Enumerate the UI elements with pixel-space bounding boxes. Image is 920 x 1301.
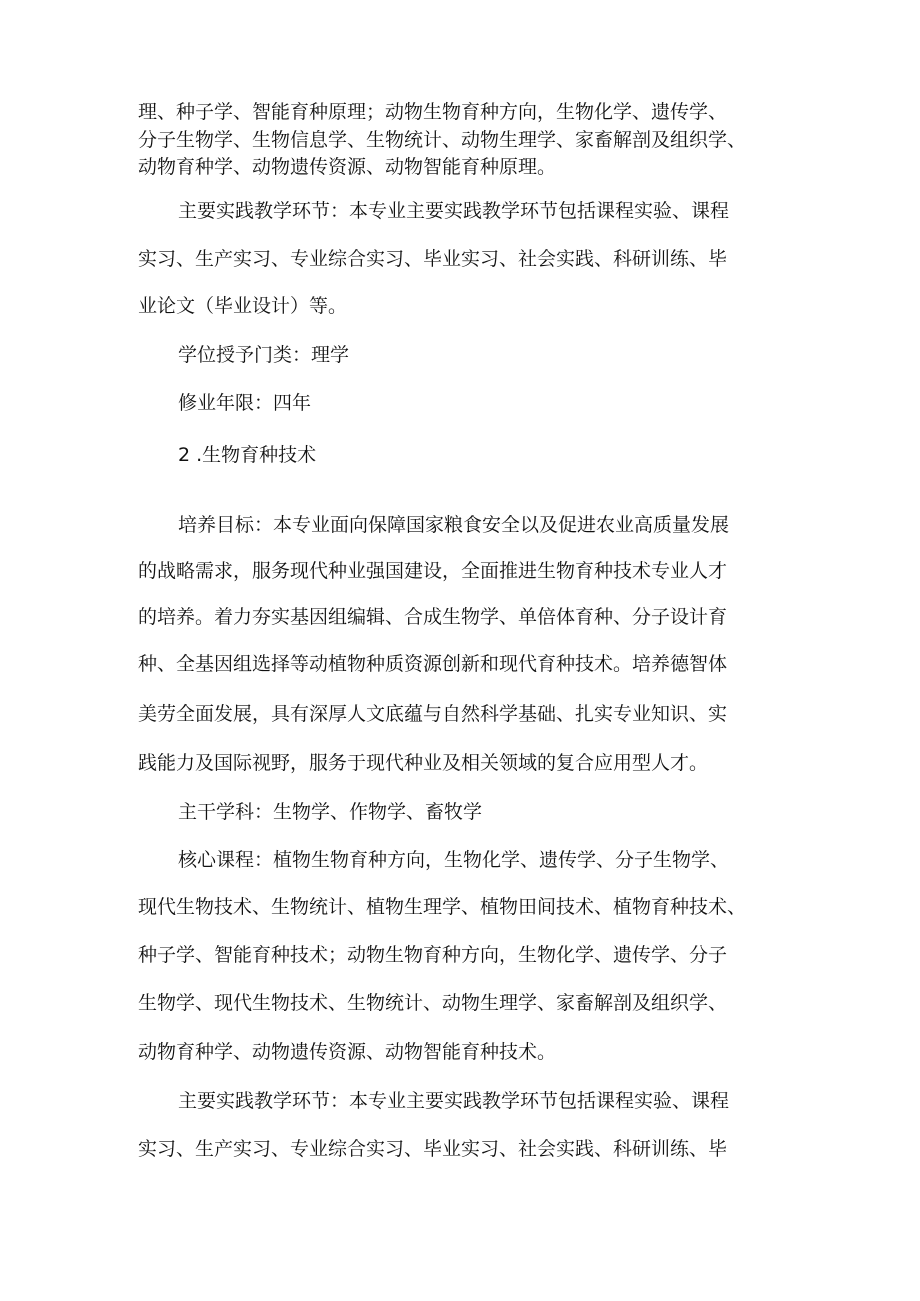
- text-line: 核心课程：植物生物育种方向，生物化学、遗传学、分子生物学、: [178, 849, 730, 871]
- text-line: 生物学、现代生物技术、生物统计、动物生理学、家畜解剖及组织学、: [138, 992, 728, 1014]
- text-line: 动物育种学、动物遗传资源、动物智能育种技术。: [138, 1041, 557, 1063]
- text-line: 修业年限：四年: [178, 392, 312, 414]
- text-line: 的战略需求，服务现代种业强国建设，全面推进生物育种技术专业人才: [138, 560, 728, 582]
- text-line: 主干学科：生物学、作物学、畜牧学: [178, 801, 483, 823]
- text-line: 实习、生产实习、专业综合实习、毕业实习、社会实践、科研训练、毕: [138, 248, 728, 270]
- text-line: 培养目标：本专业面向保障国家粮食安全以及促进农业高质量发展: [178, 514, 730, 536]
- text-line: 践能力及国际视野，服务于现代种业及相关领域的复合应用型人才。: [138, 752, 709, 774]
- section-heading: 2 .生物育种技术: [178, 444, 317, 466]
- text-line: 实习、生产实习、专业综合实习、毕业实习、社会实践、科研训练、毕: [138, 1138, 728, 1160]
- text-line: 业论文（毕业设计）等。: [138, 295, 348, 317]
- text-line: 美劳全面发展，具有深厚人文底蕴与自然科学基础、扎实专业知识、实: [138, 703, 728, 725]
- text-line: 主要实践教学环节：本专业主要实践教学环节包括课程实验、课程: [178, 1090, 730, 1112]
- text-line: 学位授予门类：理学: [178, 344, 350, 366]
- text-line: 种、全基因组选择等动植物种质资源创新和现代育种技术。培养德智体: [138, 653, 728, 675]
- text-line: 主要实践教学环节：本专业主要实践教学环节包括课程实验、课程: [178, 200, 730, 222]
- text-line: 分子生物学、生物信息学、生物统计、动物生理学、家畜解剖及组织学、: [138, 129, 747, 151]
- text-line: 理、种子学、智能育种原理；动物生物育种方向，生物化学、遗传学、: [138, 101, 728, 123]
- text-line: 现代生物技术、生物统计、植物生理学、植物田间技术、植物育种技术、: [138, 896, 747, 918]
- text-line: 种子学、智能育种技术；动物生物育种方向，生物化学、遗传学、分子: [138, 944, 728, 966]
- text-line: 动物育种学、动物遗传资源、动物智能育种原理。: [138, 156, 557, 178]
- text-line: 的培养。着力夯实基因组编辑、合成生物学、单倍体育种、分子设计育: [138, 606, 728, 628]
